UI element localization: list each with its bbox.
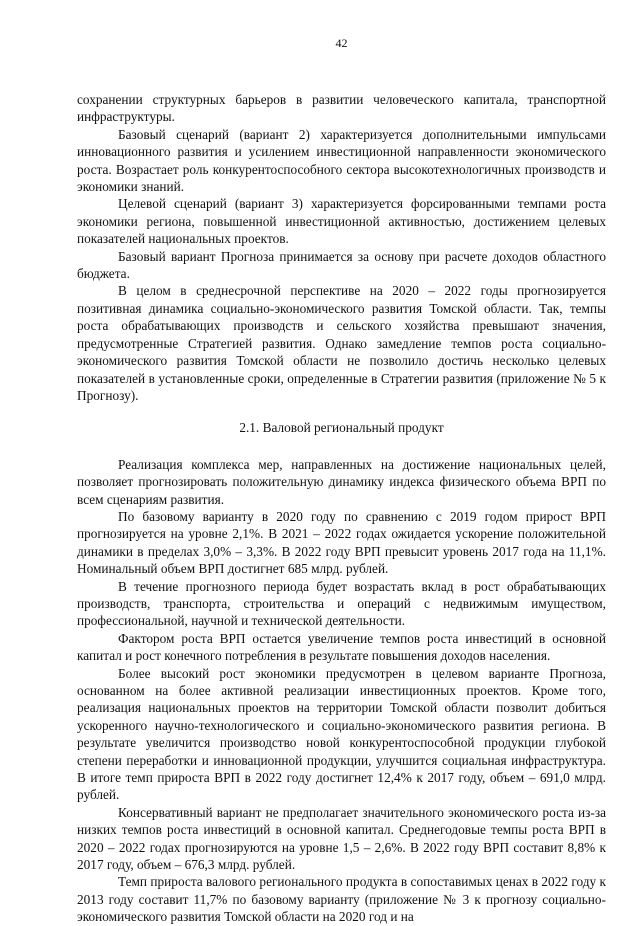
paragraph-continuation: сохранении структурных барьеров в развитии человеческого капитала, транспортной инфраструктуры. (77, 92, 606, 125)
paragraph-base-scenario: Базовый сценарий (вариант 2) характеризуется дополнительными импульсами инновационного развития и усилением инвестиционной направленности экономического роста. Возрастает роль конкурентоспособного сектора высокотехнологичных производств и экономики знаний. (77, 126, 606, 195)
paragraph-medium-term-outlook: В целом в среднесрочной перспективе на 2020 – 2022 годы прогнозируется позитивная динамика социально-экономического развития Томской области. Так, темпы роста обрабатывающих производств и сельского хозяйства превышают значения, предусмотренные Стратегией развития. Однако замедление темпов роста социально-экономического развития Томской области не позволило достичь несколько целевых показателей в установленные сроки, определенные в Стратегии развития (приложение № 5 к Прогнозу). (77, 283, 606, 403)
paragraph-base-variant-budget: Базовый вариант Прогноза принимается за основу при расчете доходов областного бюджета. (77, 248, 606, 282)
paragraph-target-scenario: Целевой сценарий (вариант 3) характеризуется форсированными темпами роста экономики региона, повышенной инвестиционной активностью, достижением целевых показателей национальных проектов. (77, 196, 606, 247)
page-number: 42 (335, 36, 348, 50)
paragraph-target-variant: Более высокий рост экономики предусмотрен в целевом варианте Прогноза, основанном на более активной реализации инвестиционных проектов. Кроме того, реализация национальных проектов на территории Томской области позволит добиться ускоренного научно-технологического и социально-экономического развития региона. В результате увеличится производство новой конкурентоспособной продукции глубокой степени переработки и инновационной продукции, улучшится социальная инфраструктура. В итоге темп прироста ВРП в 2022 году достигнет 12,4% к 2017 году, объем – 691,0 млрд. рублей. (77, 665, 606, 803)
paragraph-growth-factor: Фактором роста ВРП остается увеличение темпов роста инвестиций в основной капитал и рост конечного потребления в результате повышения доходов населения. (77, 630, 606, 664)
paragraph-grp-growth-rate: Темп прироста валового регионального продукта в сопоставимых ценах в 2022 году к 2013 году составит 11,7% по базовому варианту (приложение № 3 к прогнозу социально-экономического развития Томской области на 2020 год и на (77, 874, 606, 925)
section-heading: 2.1. Валовой региональный продукт (239, 420, 444, 436)
paragraph-national-goals: Реализация комплекса мер, направленных на достижение национальных целей, позволяет прогнозировать положительную динамику индекса физического объема ВРП по всем сценариям развития. (77, 456, 606, 507)
paragraph-conservative-variant: Консервативный вариант не предполагает значительного экономического роста из-за низких темпов роста инвестиций в основной капитал. Среднегодовые темпы роста ВРП в 2020 – 2022 годах прогнозируются на уровне 1,5 – 2,6%. В 2022 году ВРП составит 8,8% к 2017 году, объем – 676,3 млрд. рублей. (77, 804, 606, 873)
paragraph-sector-contribution: В течение прогнозного периода будет возрастать вклад в рост обрабатывающих производств, транспорта, строительства и операций с недвижимым имуществом, профессиональной, научной и технической деятельности. (77, 578, 606, 629)
paragraph-base-variant-grp: По базовому варианту в 2020 году по сравнению с 2019 годом прирост ВРП прогнозируется на уровне 2,1%. В 2021 – 2022 годах ожидается ускорение положительной динамики в пределах 3,0% – 3,3%. В 2022 году ВРП превысит уровень 2017 года на 11,1%. Номинальный объем ВРП достигнет 685 млрд. рублей. (77, 508, 606, 577)
